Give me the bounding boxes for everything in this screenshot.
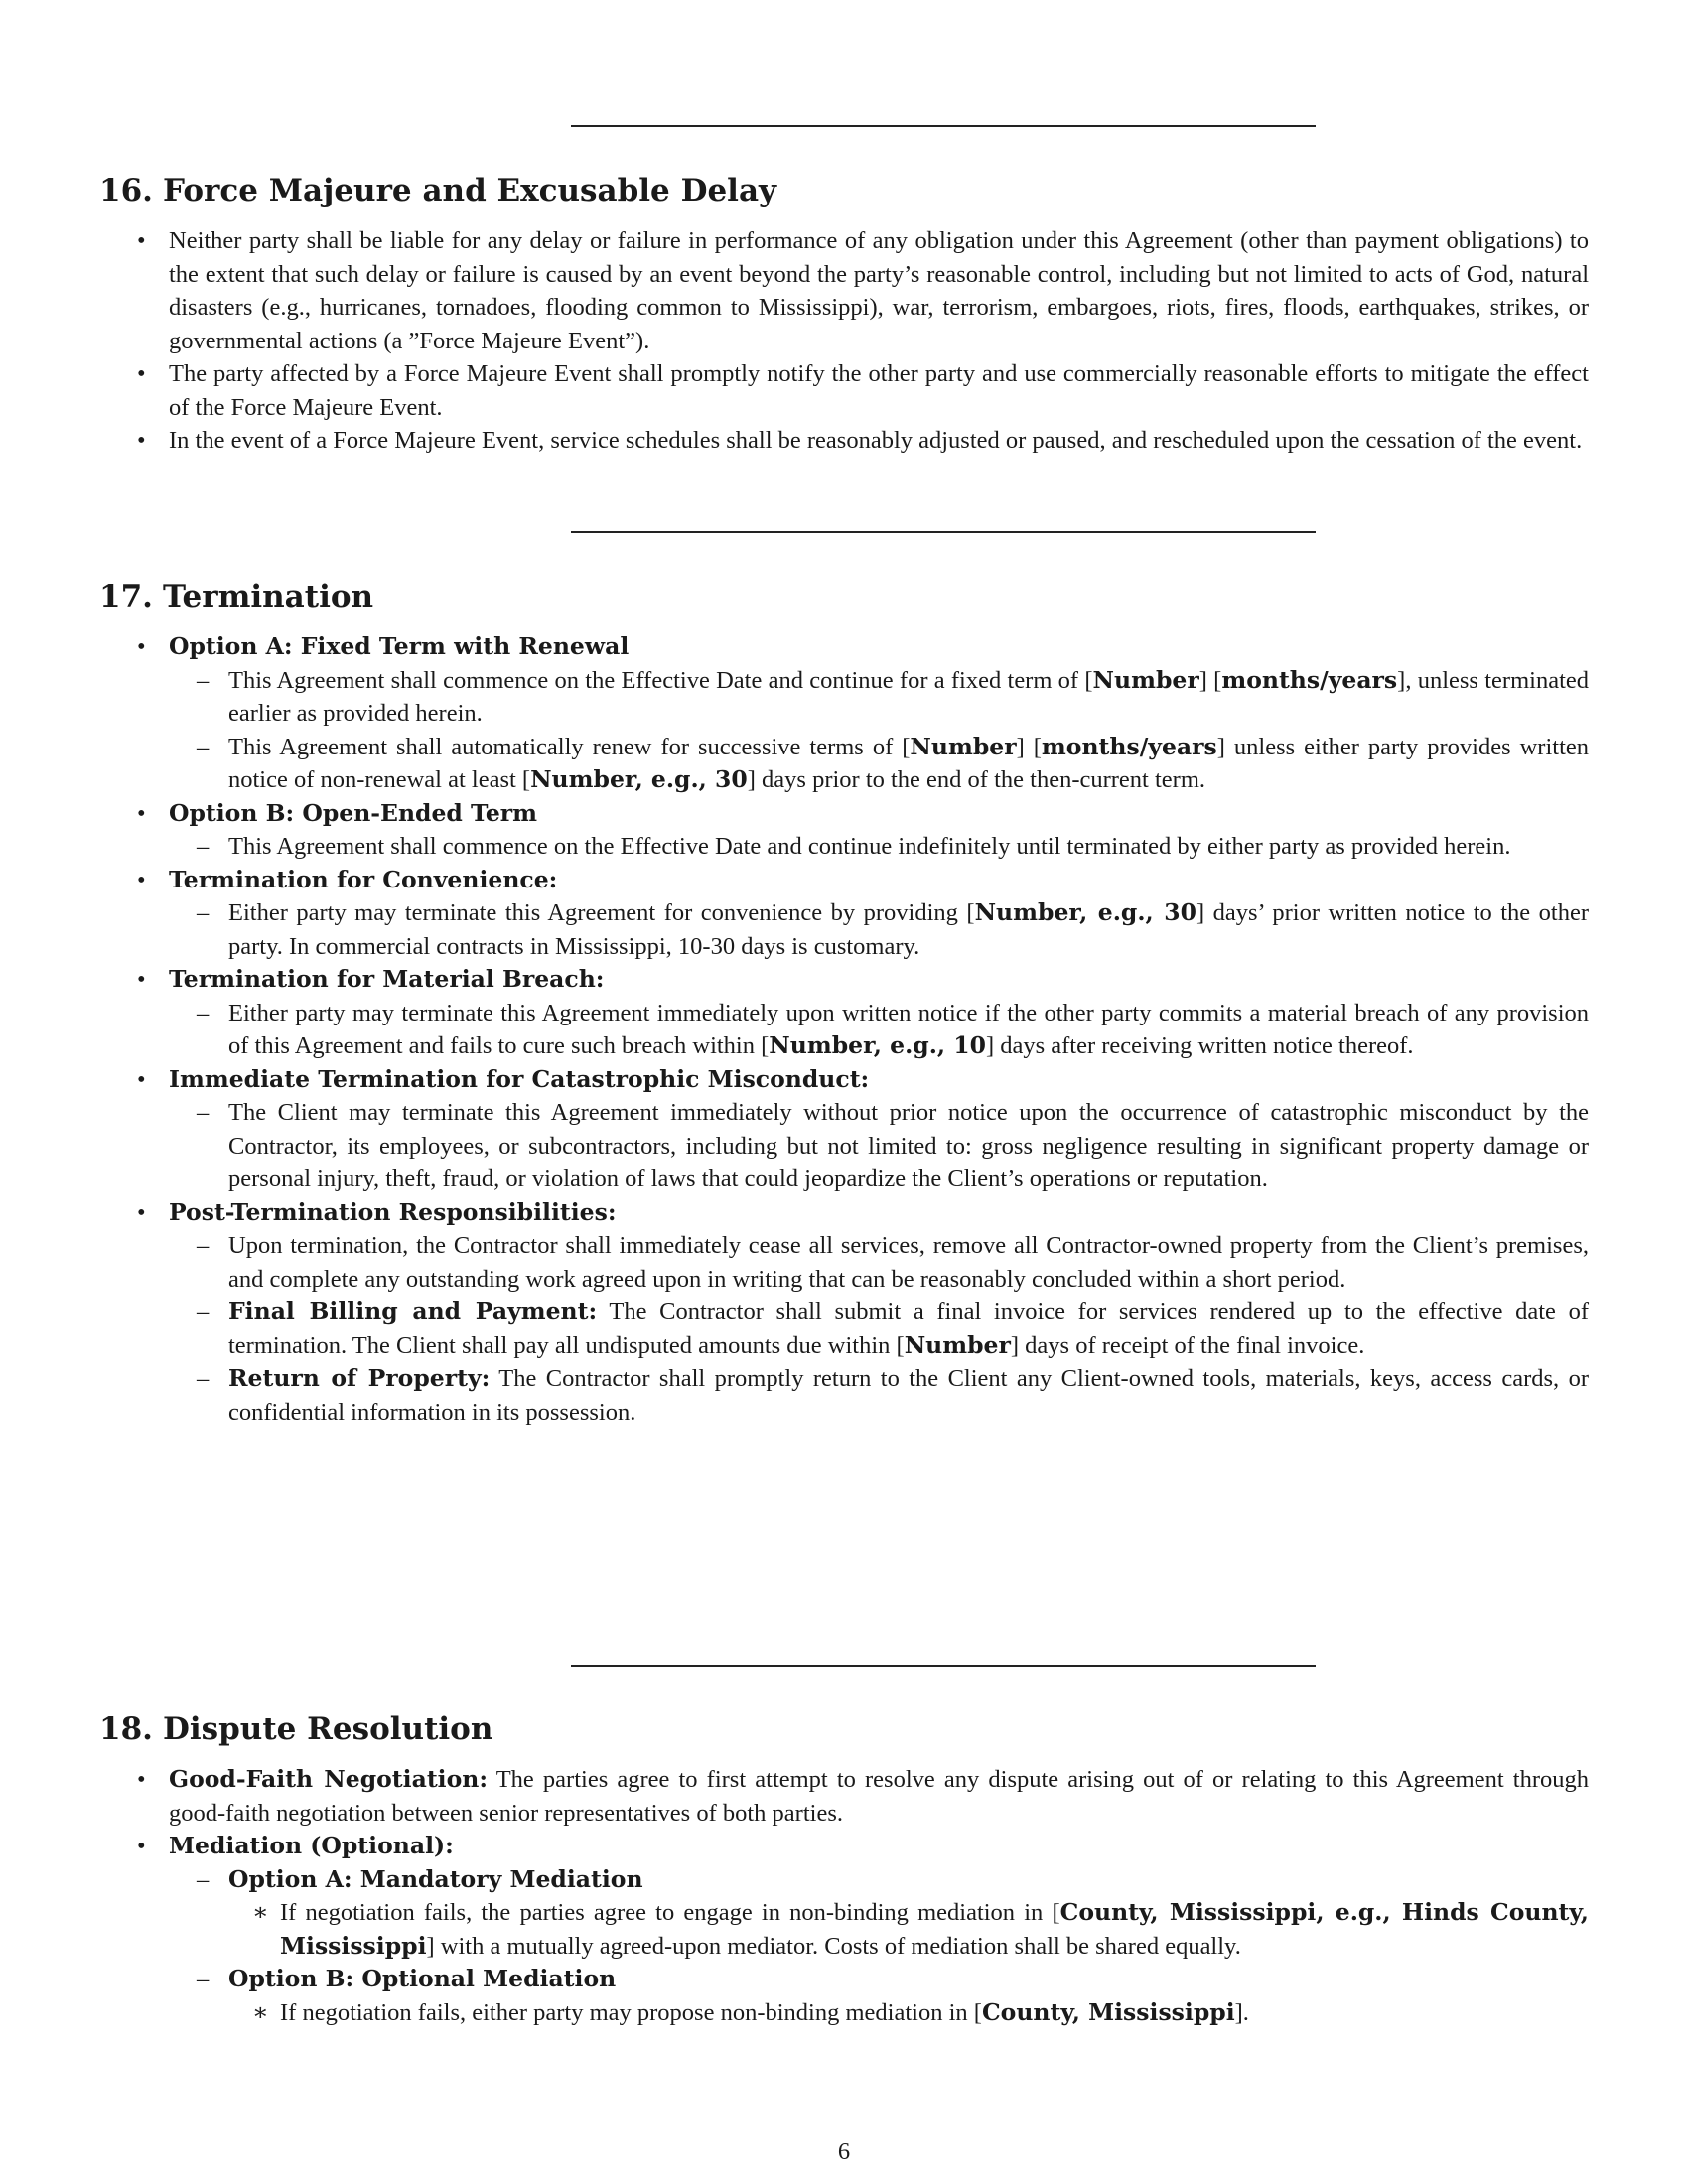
item-label: Option B: Optional Mediation <box>228 1965 617 1992</box>
section-divider <box>571 1665 1316 1667</box>
sub-list <box>169 830 1589 864</box>
sub-sub-list <box>228 1896 1589 1963</box>
section-17 <box>99 577 1589 1429</box>
bullet-list <box>99 1763 1589 2029</box>
sub-list <box>169 896 1589 963</box>
section-number: 18. <box>99 1711 153 1747</box>
item-label: Option A: Fixed Term with Renewal <box>169 632 630 660</box>
list-item <box>99 1063 1589 1196</box>
section-divider <box>571 125 1316 127</box>
section-16 <box>99 171 1589 458</box>
bullet-list <box>99 224 1589 458</box>
list-item <box>99 1196 1589 1430</box>
list-item <box>99 630 1589 797</box>
list-item: • Good-Faith Negotiation: The parties agree to first attempt to resolve any dispute arising out of or relating to this Agreement through good-faith negotiation between senior representatives of both parties. <box>99 1763 1589 1830</box>
sub-list <box>169 1229 1589 1429</box>
list-item <box>99 1830 1589 2029</box>
sub-list-item <box>169 1963 1589 2029</box>
sub-list <box>169 1096 1589 1196</box>
item-label: Termination for Material Breach: <box>169 965 605 993</box>
section-heading <box>99 171 1589 210</box>
sub-list <box>169 997 1589 1063</box>
list-item: • The party affected by a Force Majeure Event shall promptly notify the other party and use commercially reasonable efforts to mitigate the effect of the Force Majeure Event. <box>99 357 1589 424</box>
sub-list-item: – This Agreement shall commence on the Effective Date and continue indefinitely until terminated by either party as provided herein. <box>169 830 1589 864</box>
bullet-list <box>99 630 1589 1429</box>
section-heading <box>99 577 1589 616</box>
section-heading <box>99 1709 1589 1749</box>
sub-sub-list-item: ∗ If negotiation fails, either party may propose non-binding mediation in [County, Mississippi]. <box>228 1996 1589 2030</box>
sub-list-item: – Either party may terminate this Agreement immediately upon written notice if the other party commits a material breach of any provision of this Agreement and fails to cure such breach within [Number, e.g., 10] days after receiving written notice thereof. <box>169 997 1589 1063</box>
sub-list-item: – The Client may terminate this Agreement immediately without prior notice upon the occurrence of catastrophic misconduct by the Contractor, its employees, or subcontractors, including but not limited to: gross negligence resulting in significant property damage or personal injury, theft, fraud, or violation of laws that could jeopardize the Client’s operations or reputation. <box>169 1096 1589 1196</box>
sub-list-item: – Either party may terminate this Agreement for convenience by providing [Number, e.g., 30] days’ prior written notice to the other party. In commercial contracts in Mississippi, 10-30 days is customary. <box>169 896 1589 963</box>
sub-list-item: – Final Billing and Payment: The Contractor shall submit a final invoice for services rendered up to the effective date of termination. The Client shall pay all undisputed amounts due within [Number] days of receipt of the final invoice. <box>169 1296 1589 1362</box>
sub-list <box>169 1863 1589 2030</box>
sub-list-item: – Upon termination, the Contractor shall immediately cease all services, remove all Contractor-owned property from the Client’s premises, and complete any outstanding work agreed upon in writing that can be reasonably concluded within a short period. <box>169 1229 1589 1296</box>
section-title: Termination <box>163 579 374 614</box>
item-label: Option A: Mandatory Mediation <box>228 1864 643 1893</box>
list-item <box>99 963 1589 1063</box>
item-label: Mediation (Optional): <box>169 1832 454 1859</box>
item-label: Immediate Termination for Catastrophic Misconduct: <box>169 1064 870 1093</box>
sub-sub-list-item: ∗ If negotiation fails, the parties agree to engage in non-binding mediation in [County, Mississippi, e.g., Hinds County, Mississippi] with a mutually agreed-upon mediator. Costs of mediation shall be shared equally. <box>228 1896 1589 1963</box>
section-number: 17. <box>99 579 153 614</box>
item-label: Termination for Convenience: <box>169 865 558 893</box>
item-label: Post-Termination Responsibilities: <box>169 1197 617 1226</box>
section-18 <box>99 1709 1589 2029</box>
section-divider <box>571 531 1316 533</box>
page-number: 6 <box>837 2138 851 2165</box>
sub-list-item: – This Agreement shall commence on the Effective Date and continue for a fixed term of [Number] [months/years], unless terminated earlier as provided herein. <box>169 664 1589 731</box>
item-label: Option B: Open-Ended Term <box>169 798 538 827</box>
list-item <box>99 864 1589 964</box>
section-title: Dispute Resolution <box>163 1711 493 1747</box>
list-item <box>99 797 1589 864</box>
sub-list-item: – This Agreement shall automatically renew for successive terms of [Number] [months/years] unless either party provides written notice of non-renewal at least [Number, e.g., 30] days prior to the end of the then-current term. <box>169 731 1589 797</box>
section-title: Force Majeure and Excusable Delay <box>163 173 777 208</box>
list-item: • In the event of a Force Majeure Event, service schedules shall be reasonably adjusted or paused, and rescheduled upon the cessation of the event. <box>99 424 1589 458</box>
section-number: 16. <box>99 173 153 208</box>
sub-list-item <box>169 1863 1589 1964</box>
sub-list <box>169 664 1589 797</box>
sub-list-item: – Return of Property: The Contractor shall promptly return to the Client any Client-owned tools, materials, keys, access cards, or confidential information in its possession. <box>169 1362 1589 1429</box>
sub-sub-list <box>228 1996 1589 2030</box>
list-item: • Neither party shall be liable for any delay or failure in performance of any obligation under this Agreement (other than payment obligations) to the extent that such delay or failure is caused by an event beyond the party’s reasonable control, including but not limited to acts of God, natural disasters (e.g., hurricanes, tornadoes, flooding common to Mississippi), war, terrorism, embargoes, riots, fires, floods, earthquakes, strikes, or governmental actions (a ”Force Majeure Event”). <box>99 224 1589 357</box>
